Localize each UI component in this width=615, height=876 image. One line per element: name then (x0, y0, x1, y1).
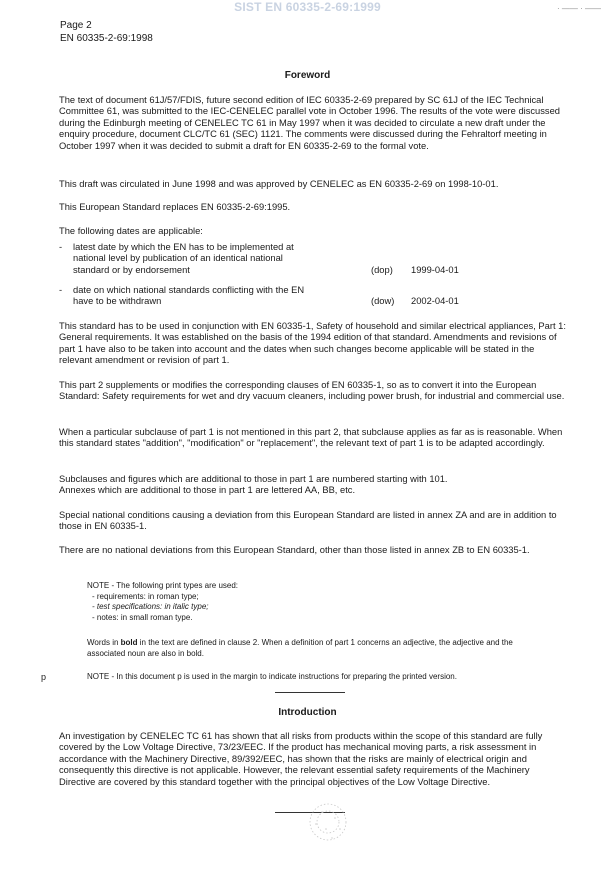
watermark: SIST EN 60335-2-69:1999 (234, 0, 381, 14)
date-item-dop (59, 242, 479, 278)
section-divider (275, 692, 345, 693)
margin-p-marker: p (41, 672, 47, 682)
margin-note: NOTE - In this document p is used in the margin to indicate instructions for preparing the printed version. (87, 672, 457, 681)
foreword-paragraph-7: When a particular subclause of part 1 is not mentioned in this part 2, that subclause applies as far as is reasonable. When this standard states "addition", "modification" or "replacement", the relevant text of part 1 is to be adapted accordingly. (59, 427, 563, 449)
foreword-title: Foreword (284, 70, 331, 81)
date-description: date on which national standards conflicting with the EN have to be withdrawn (73, 285, 305, 307)
foreword-paragraph-9: Special national conditions causing a deviation from this European Standard are listed in annex ZA and are in addition to those in EN 60335-1. (59, 510, 557, 532)
foreword-paragraph-6: This part 2 supplements or modifies the corresponding clauses of EN 60335-1, so as to convert it into the European Standard: Safety requirements for wet and dry vacuum cleaners, including power brush, for industrial and commercial use. (59, 380, 565, 402)
foreword-paragraph-3: This European Standard replaces EN 60335-2-69:1995. (59, 202, 291, 212)
date-description: latest date by which the EN has to be implemented at national level by publication of an identical national standard or by endorsement (73, 242, 294, 275)
note-heading: NOTE - The following print types are used: (87, 581, 239, 590)
date-value: 2002-04-01 (411, 296, 459, 306)
foreword-paragraph-4: The following dates are applicable: (59, 226, 203, 236)
foreword-paragraph-8 (59, 474, 567, 497)
faded-stamp (278, 798, 368, 853)
foreword-paragraph-10: There are no national deviations from this European Standard, other than those listed in annex ZB to EN 60335-1. (59, 545, 530, 555)
foreword-paragraph-1: The text of document 61J/57/FDIS, future second edition of IEC 60335-2-69 prepared by SC 61J of the IEC Technical Committee 61, was submitted to the IEC-CENELEC parallel vote in October 1996. The results of the vote were discussed during the Edinburgh meeting of CENELEC TC 61 in May 1997 when it was decided to circulate a new draft under the enquiry procedure, document CLC/TC 61 (SEC) 1121. The comments were discussed during the Fehraltorf meeting in October 1997 when it was decided to submit a draft for EN 60335-2-69 to the formal vote. (59, 95, 560, 151)
note-item-requirements: - requirements: in roman type; (92, 591, 199, 601)
page-header (60, 19, 153, 45)
bold-note-bold-word: bold (120, 638, 138, 647)
introduction-paragraph: An investigation by CENELEC TC 61 has shown that all risks from products within the scope of this standard are fully covered by the Low Voltage Directive, 73/23/EEC. If the product has mechanical moving parts, a risk assessment in accordance with the Machinery Directive, 89/392/EEC, has shown that the risks are mainly of electrical origin and consequently this directive is not applicable. However, the relevant essential safety requirements of the Machinery Directive are covered by this standard together with the principal objectives of the Low Voltage Directive. (59, 731, 543, 787)
bold-note-post: in the text are defined in clause 2. When a definition of part 1 concerns an adjective, the adjective and the associated noun are also in bold. (87, 638, 513, 658)
date-code: (dow) (371, 296, 395, 306)
page-number: Page 2 (60, 20, 92, 31)
annex-lettering-line: Annexes which are additional to those in part 1 are lettered AA, BB, etc. (59, 485, 356, 496)
list-dash: - (59, 242, 63, 252)
note-item-notes: - notes: in small roman type. (92, 612, 193, 622)
bold-note-pre: Words in (87, 638, 121, 647)
date-item-dow (59, 285, 479, 309)
subclause-numbering-line: Subclauses and figures which are additional to those in part 1 are numbered starting with 101. (59, 474, 448, 484)
list-dash: - (59, 285, 63, 295)
corner-scan-mark: · —— · —— (557, 4, 601, 13)
date-value: 1999-04-01 (411, 265, 459, 275)
document-id: EN 60335-2-69:1998 (60, 33, 153, 44)
print-types-note (87, 581, 547, 623)
foreword-paragraph-5: This standard has to be used in conjunction with EN 60335-1, Safety of household and similar electrical appliances, Part 1: General requirements. It was established on the basis of the 1994 edition of that standard. Amendments and revisions of part 1 have also to be taken into account and the dates when such changes become applicable will be stated in the relevant amendment or revision of part 1. (59, 321, 566, 366)
bold-words-note (87, 638, 547, 659)
date-code: (dop) (371, 265, 393, 275)
foreword-paragraph-2: This draft was circulated in June 1998 and was approved by CENELEC as EN 60335-2-69 on 1998-10-01. (59, 179, 499, 189)
introduction-title: Introduction (278, 707, 337, 718)
note-item-test-specifications: - test specifications: in italic type; (92, 602, 209, 612)
